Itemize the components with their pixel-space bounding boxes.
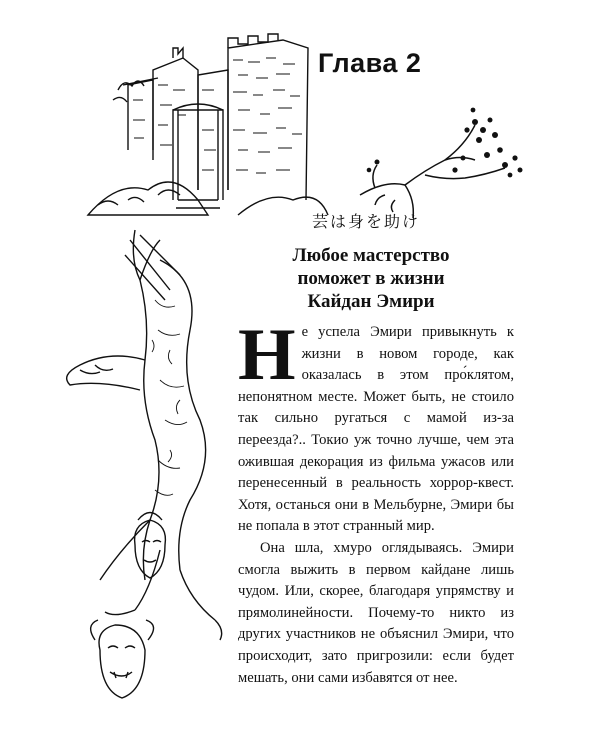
blossom-branch-illustration (355, 100, 530, 225)
drop-cap: Н (238, 314, 296, 396)
chapter-title: Глава 2 (318, 48, 422, 78)
tree-masks-illustration (40, 220, 235, 730)
japanese-proverb: 芸は身を助け (312, 214, 421, 231)
chapter-subtitle (258, 244, 484, 313)
paragraph (238, 314, 514, 538)
paragraph-text: е успела Эмири привыкнуть к жизни в новом городе, как оказалась в этом про́клятом, непонятном месте. Может быть, не стоило так сильно ругаться с мамой из-за переезда?.. Токио уж точно лучше, чем эта ожившая декорация из фильма ужасов или перенесенный в реальность хоррор-квест. Хотя, останься они в Мельбурне, Эмири бы не попала в этот странный мир. (238, 324, 514, 535)
subtitle-line: Кайдан Эмири (307, 291, 435, 312)
subtitle-line: Любое мастерство (292, 245, 450, 266)
chapter-body-text (238, 314, 514, 689)
castle-gate-illustration (78, 30, 333, 220)
subtitle-line: поможет в жизни (297, 268, 445, 289)
paragraph: Она шла, хмуро оглядываясь. Эмири смогла выжить в первом кайдане лишь чудом. Или, скорее, благодаря упрямству и прямолинейности. Почему-то никто из других участников не объяснил Эмири, что происходит, зато пригрозили: если будет мешать, они сами избавятся от нее. (238, 539, 514, 686)
